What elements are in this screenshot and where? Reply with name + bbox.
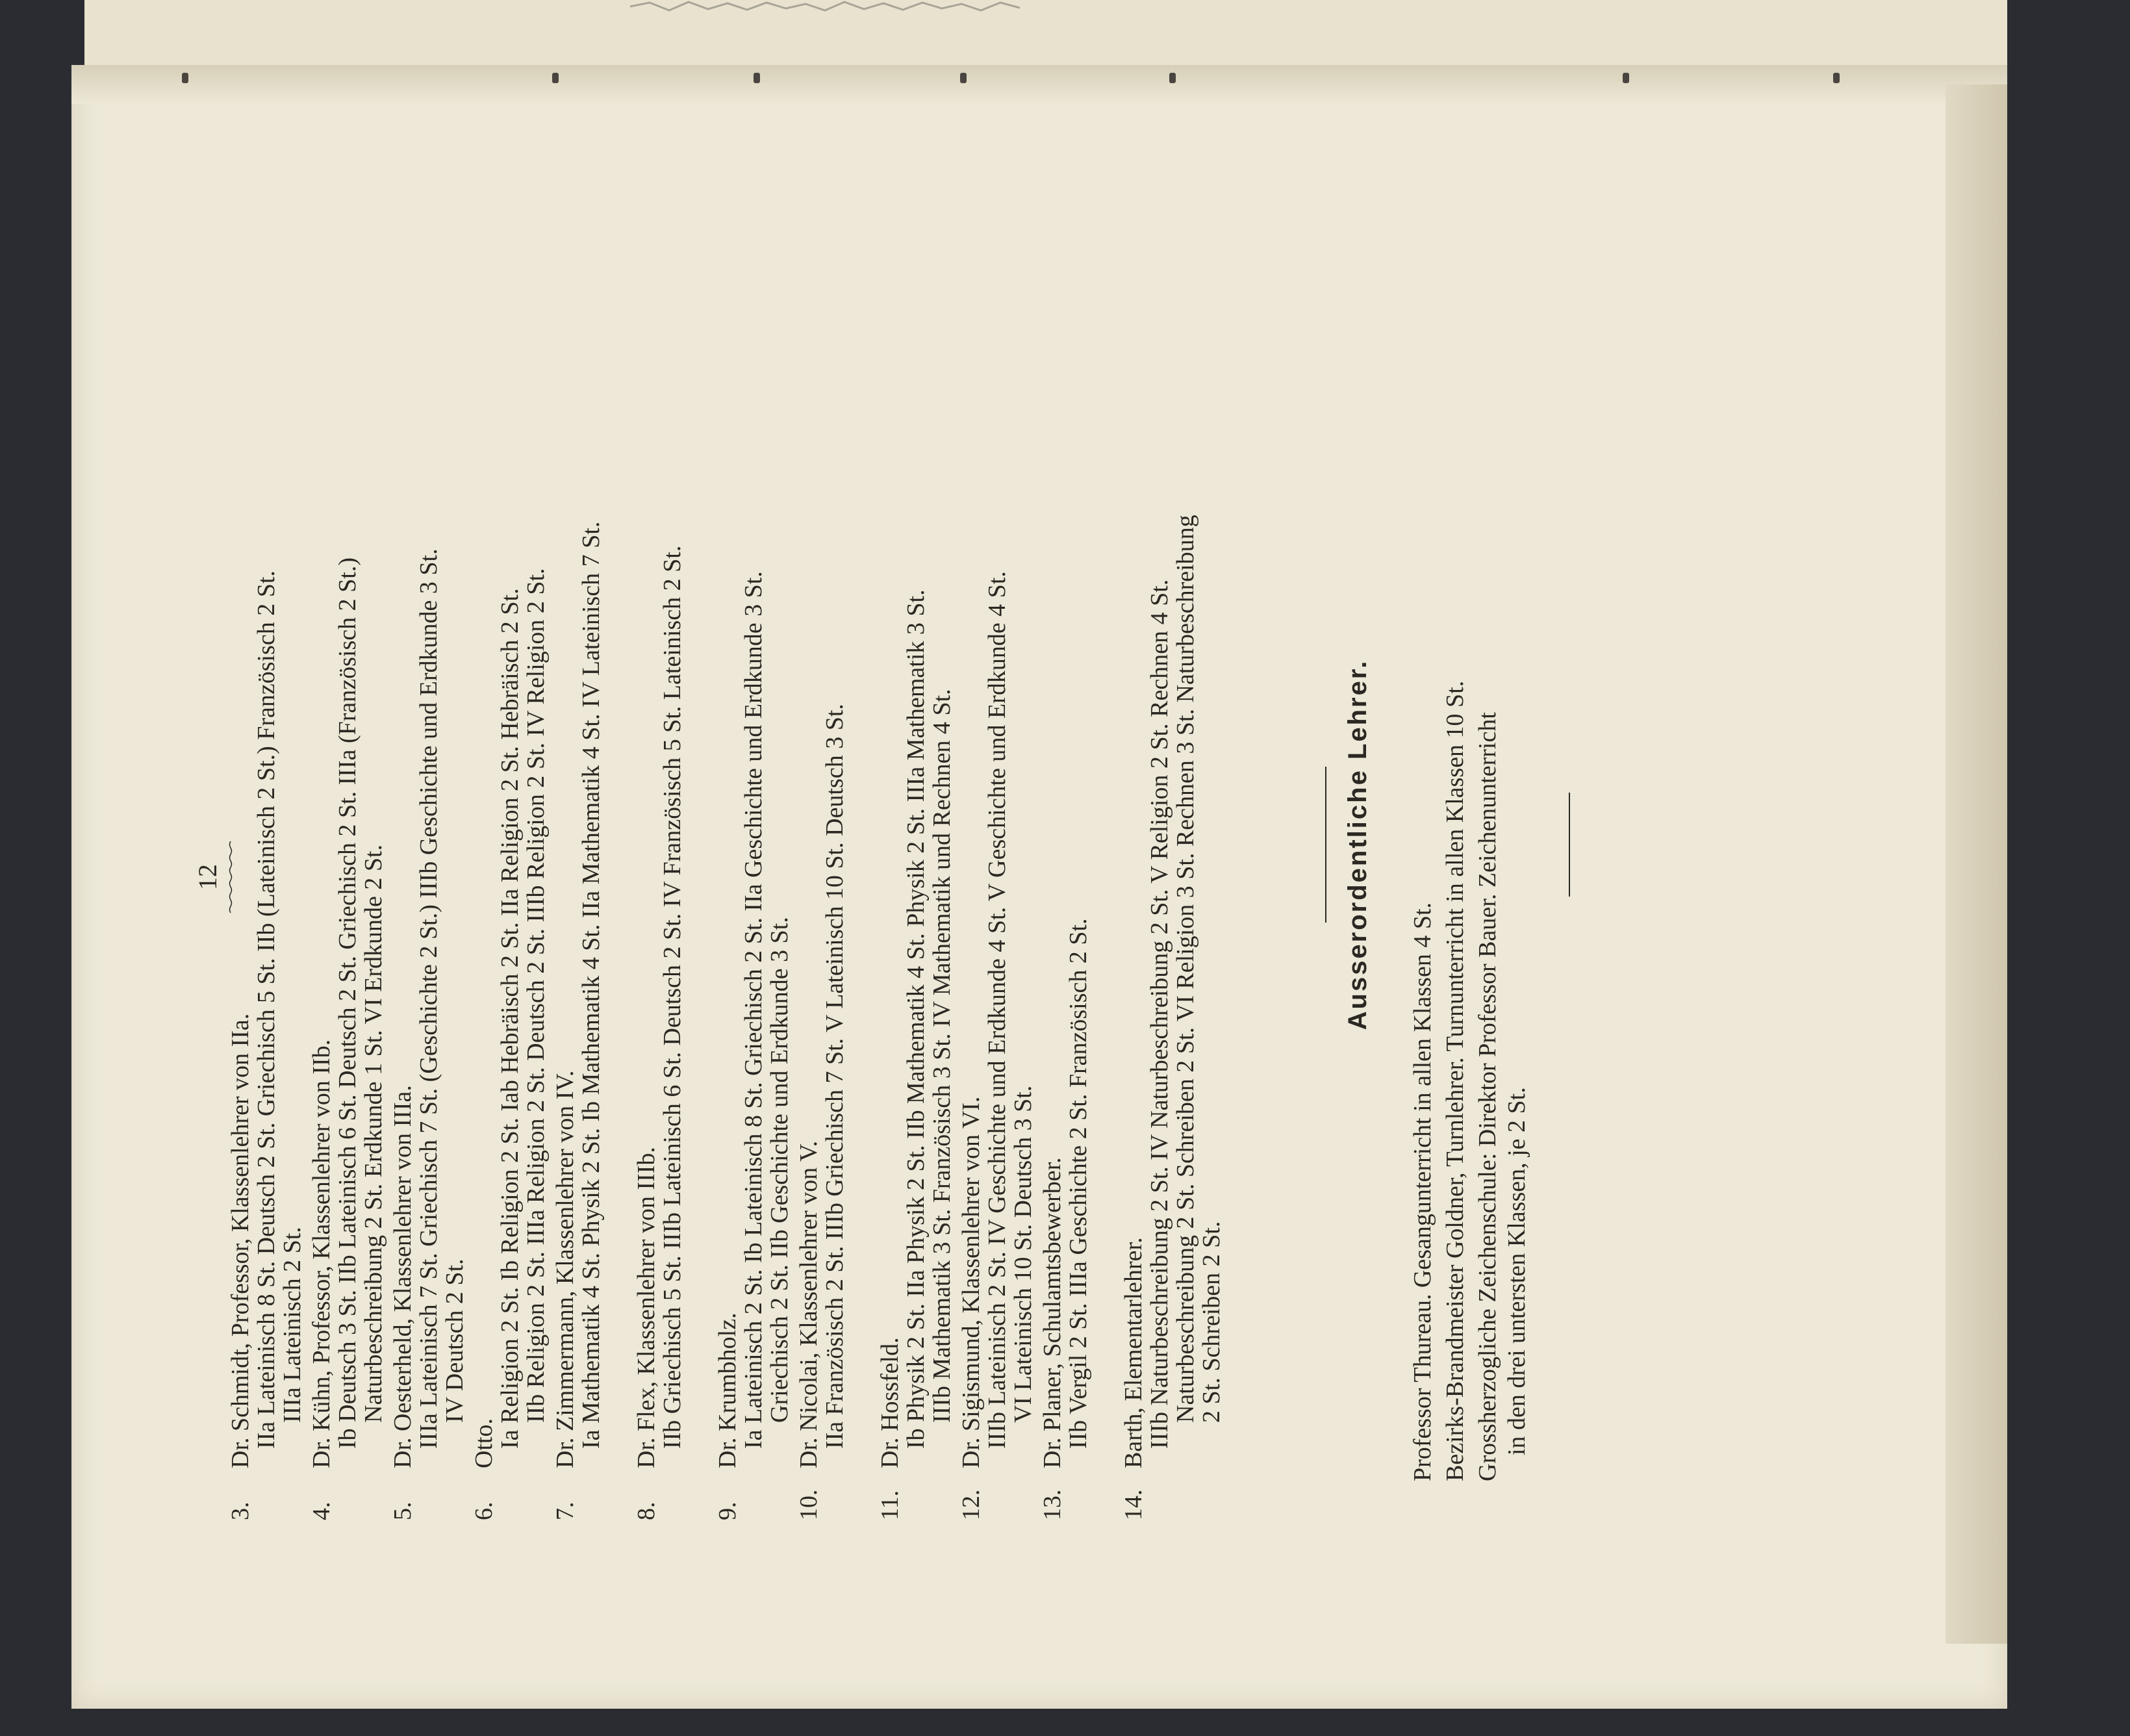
teacher-name: Dr. Hossfeld. xyxy=(876,1337,904,1468)
section-divider xyxy=(1325,767,1326,923)
lesson-line: Ib Physik 2 St. IIa Physik 2 St. IIb Mathematik 4 St. Physik 2 St. IIIa Mathematik 3 St. xyxy=(902,589,930,1449)
lesson-line: Ib Deutsch 3 St. IIb Lateinisch 6 St. Deutsch 2 St. Griechisch 2 St. IIIa (Französisch 2 St.) xyxy=(334,557,361,1449)
entry-number: 13. xyxy=(1039,1489,1066,1520)
lesson-line: Griechisch 2 St. IIb Geschichte und Erdkunde 3 St. xyxy=(766,917,793,1423)
previous-page-edge xyxy=(84,0,2007,74)
rotated-page-text xyxy=(193,169,1530,1520)
extra-teacher-line: Professor Thureau. Gesangunterricht in allen Klassen 4 St. xyxy=(1409,902,1436,1481)
entry-number: 10. xyxy=(795,1489,822,1520)
lesson-line: IIIb Naturbeschreibung 2 St. IV Naturbeschreibung 2 St. V Religion 2 St. Rechnen 4 St. xyxy=(1146,579,1173,1449)
lesson-line: IIIa Lateinisch 7 St. Griechisch 7 St. (Geschichte 2 St.) IIIb Geschichte und Erdkunde 3 St. xyxy=(415,548,442,1449)
lesson-line: Naturbeschreibung 2 St. Erdkunde 1 St. VI Erdkunde 2 St. xyxy=(360,844,387,1423)
binding-stitch xyxy=(960,73,967,83)
lesson-line: IIa Französisch 2 St. IIIb Griechisch 7 St. V Lateinisch 10 St. Deutsch 3 St. xyxy=(821,704,848,1449)
binding-stitch xyxy=(552,73,559,83)
teacher-name: Dr. Schmidt, Professor, Klassenlehrer von IIa. xyxy=(227,1013,254,1468)
entry-number: 4. xyxy=(308,1501,335,1520)
entry-number: 5. xyxy=(389,1501,416,1520)
pencil-marks xyxy=(630,0,1020,14)
entry-number: 11. xyxy=(876,1490,904,1520)
entry-number: 12. xyxy=(957,1489,985,1520)
page-number-ornament xyxy=(229,841,233,913)
lesson-line: IIIa Lateinisch 2 St. xyxy=(279,1227,306,1423)
page-gutter xyxy=(71,65,2007,104)
lesson-line: IIb Vergil 2 St. IIIa Geschichte 2 St. Französisch 2 St. xyxy=(1065,918,1092,1449)
teacher-name: Dr. Krumbholz. xyxy=(714,1312,741,1468)
teacher-name: Dr. Planer, Schulamtsbewerber. xyxy=(1039,1157,1066,1468)
teacher-name: Barth, Elementarlehrer. xyxy=(1120,1237,1147,1468)
extra-teacher-line: Grossherzogliche Zeichenschule: Direktor Professor Bauer. Zeichenunterricht xyxy=(1474,712,1501,1481)
lesson-line: IIb Religion 2 St. IIIa Religion 2 St. Deutsch 2 St. IIIb Religion 2 St. IV Religion 2 St. xyxy=(522,568,550,1423)
lesson-line: IIIb Mathematik 3 St. Französisch 3 St. IV Mathematik und Rechnen 4 St. xyxy=(928,689,956,1423)
lesson-line: IIb Griechisch 5 St. IIIb Lateinisch 6 St. Deutsch 2 St. IV Französisch 5 St. Lateinisch 2 St. xyxy=(659,545,686,1449)
lesson-line: IIIb Lateinisch 2 St. IV Geschichte und Erdkunde 4 St. V Geschichte und Erdkunde 4 St. xyxy=(983,571,1011,1449)
lesson-line: Ia Lateinisch 2 St. Ib Lateinisch 8 St. Griechisch 2 St. IIa Geschichte und Erdkunde 3 St. xyxy=(740,571,767,1449)
closing-rule xyxy=(1569,793,1570,897)
entry-number: 7. xyxy=(552,1501,579,1520)
entry-number: 14. xyxy=(1120,1489,1147,1520)
extra-teacher-line: in den drei untersten Klassen, je 2 St. xyxy=(1503,1087,1530,1455)
binding-stitch xyxy=(182,73,188,83)
entry-number: 9. xyxy=(714,1501,741,1520)
lesson-line: 2 St. Schreiben 2 St. xyxy=(1198,1221,1225,1423)
teacher-name: Dr. Nicolai, Klassenlehrer von V. xyxy=(795,1140,822,1468)
binding-stitch xyxy=(1833,73,1840,83)
lesson-line: IIa Lateinisch 8 St. Deutsch 2 St. Griechisch 5 St. IIb (Lateinisch 2 St.) Französisch 2 St. xyxy=(253,570,280,1449)
lesson-line: VI Lateinisch 10 St. Deutsch 3 St. xyxy=(1009,1085,1037,1423)
binding-stitch xyxy=(754,73,760,83)
extra-teacher-line: Bezirks-Brandmeister Goldner, Turnlehrer. Turnunterricht in allen Klassen 10 St. xyxy=(1441,680,1469,1481)
teacher-name: Dr. Kühn, Professor, Klassenlehrer von IIb. xyxy=(308,1039,335,1468)
teacher-name: Dr. Sigismund, Klassenlehrer von VI. xyxy=(957,1096,985,1468)
page-number: 12 xyxy=(193,864,222,890)
teacher-name: Dr. Flex, Klassenlehrer von IIIb. xyxy=(633,1147,660,1468)
page-stack-edge xyxy=(1946,84,2007,1644)
entry-number: 3. xyxy=(227,1501,254,1520)
teacher-name: Dr. Zimmermann, Klassenlehrer von IV. xyxy=(552,1070,579,1468)
binding-stitch xyxy=(1623,73,1629,83)
lesson-line: Naturbeschreibung 2 St. Schreiben 2 St. VI Religion 3 St. Rechnen 3 St. Naturbeschreibung xyxy=(1172,515,1199,1423)
binding-stitch xyxy=(1169,73,1176,83)
entry-number: 6. xyxy=(470,1501,498,1520)
entry-number: 8. xyxy=(633,1501,660,1520)
section-title: Ausserordentliche Lehrer. xyxy=(1343,659,1372,1030)
teacher-name: Otto. xyxy=(470,1418,498,1468)
lesson-line: Ia Mathematik 4 St. Physik 2 St. Ib Mathematik 4 St. IIa Mathematik 4 St. IV Lateinisch 7 St. xyxy=(577,521,605,1449)
teacher-name: Dr. Oesterheld, Klassenlehrer von IIIa. xyxy=(389,1085,416,1468)
lesson-line: Ia Religion 2 St. Ib Religion 2 St. Iab Hebräisch 2 St. IIa Religion 2 St. Hebräisch 2 St. xyxy=(496,588,524,1449)
lesson-line: IV Deutsch 2 St. xyxy=(441,1258,468,1423)
